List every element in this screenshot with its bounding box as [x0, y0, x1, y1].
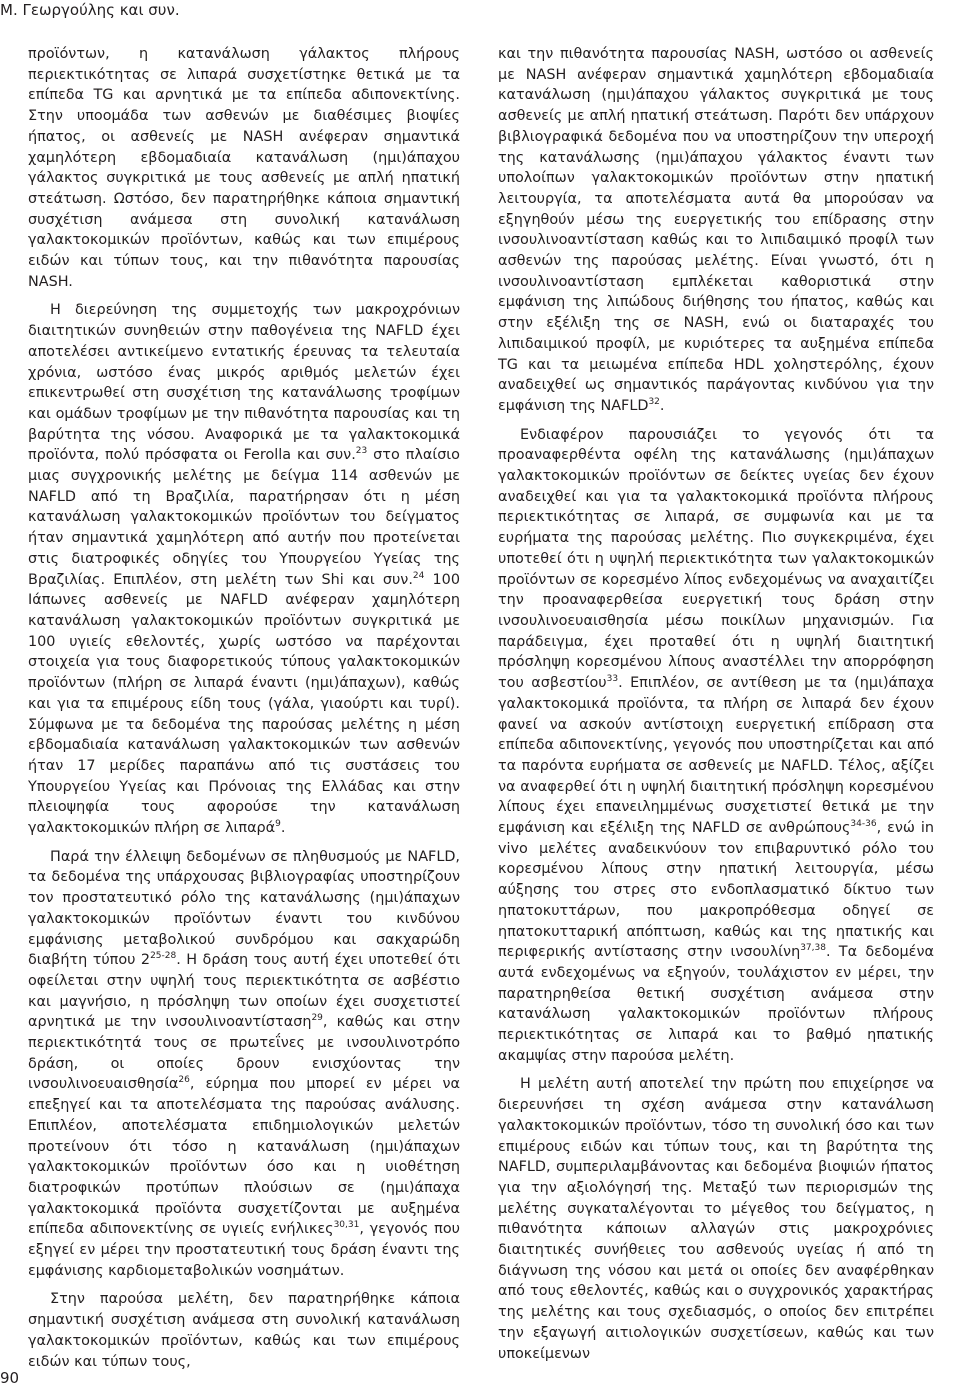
text-run: Παρά την έλλειψη δεδομένων σε πληθυσμούς με NAFLD, τα δεδομένα της υπάρχουσας βιβλιογραφίας υποστηρίζουν τον προστατευτικό ρόλο της κατανάλωσης (ημι)άπαχων γαλακτοκομικών προϊόντων έναντι του κινδύνου εμφάνισης μεταβολικού συνδρόμου και σακχαρώδη διαβήτη τύπου 2	[28, 848, 460, 969]
citation-superscript: 37,38	[800, 943, 826, 954]
text-run: Στην παρούσα μελέτη, δεν παρατηρήθηκε κάποια σημαντική συσχέτιση ανάμεσα στη συνολική κατανάλωση γαλακτοκομικών προϊόντων, καθώς και των επιμέρους ειδών και τύπων τους,	[28, 1291, 460, 1370]
text-run: . Η δράση τους αυτή έχει υποτεθεί ότι οφείλεται στην υψηλή τους περιεκτικότητα σε ασβέστιο και μαγνήσιο, η πρόσληψη των οποίων έχει συσχετιστεί αρνητικά με την ινσουλινοαντίσταση	[28, 952, 460, 1031]
text-run: , ενώ in vivo μελέτες αναδεικνύουν τον επιβαρυντικό ρόλο του κορεσμένου λίπους στην ηπατική λειτουργία, μέσω αύξησης του στρες στο ενδοπλασματικό δίκτυο των ηπατοκυττάρων, που μακροπρόθεσμα οδηγεί σε ηπατοκυτταρική απόπτωση, καθώς και της ηπατικής και περιφερικής αντίστασης στην ινσουλίνη	[498, 820, 934, 961]
text-run: Ενδιαφέρον παρουσιάζει το γεγονός ότι τα προαναφερθέντα οφέλη της κατανάλωσης (ημι)άπαχων γαλακτοκομικών προϊόντων σε δείκτες υγείας δεν έχουν αναδειχθεί και για τα γαλακτοκομικά προϊόντα πλήρους περιεκτικότητας σε λιπαρά, σε συμφωνία και με τα ευρήματα της παρούσας μελέτης. Πιο συγκεκριμένα, έχει υποτεθεί ότι η υψηλή περιεκτικότητα των γαλακτοκομικών προϊόντων σε κορεσμένο λίπος ενδεχομένως να αναχαιτίζει την προαναφερθείσα ευεργετική τους δράση στην ινσουλινοευαισθησία μέσω ποικίλων μηχανισμών. Για παράδειγμα, έχει προταθεί ότι η υψηλή διαιτητική πρόσληψη κορεσμένου λίπους αναστέλλει την απορρόφηση του ασβεστίου	[498, 426, 934, 692]
paragraph	[28, 300, 460, 838]
paragraph	[498, 44, 934, 417]
citation-superscript: 9	[275, 819, 281, 830]
paragraph	[498, 1074, 934, 1364]
paragraph	[28, 847, 460, 1282]
citation-superscript: 24	[412, 570, 425, 581]
left-column	[28, 44, 460, 1380]
paragraph	[28, 1289, 460, 1372]
text-run: Η διερεύνηση της συμμετοχής των μακροχρόνιων διαιτητικών συνηθειών στην παθογένεια της NAFLD έχει αποτελέσει αντικείμενο εντατικής έρευνας τα τελευταία χρόνια, ωστόσο ένας μικρός αριθμός μελετών έχει επικεντρωθεί στη συσχέτιση της κατανάλωσης τροφίμων και ομάδων τροφίμων με την πιθανότητα παρουσίας και τη βαρύτητα της νόσου. Αναφορικά με τα γαλακτοκομικά προϊόντα, πολύ πρόσφατα οι Ferolla και συν.	[28, 302, 460, 464]
text-run: , εύρημα που μπορεί εν μέρει να επεξηγεί και τα αποτελέσματα της παρούσας ανάλυσης. Επιπλέον, αποτελέσματα επιδημιολογικών μελετών προτείνουν ότι τόσο η κατανάλωση (ημι)άπαχων γαλακτοκομικών προϊόντων όσο και η υιοθέτηση διατροφικών προτύπων πλούσιων σε (ημι)άπαχα γαλακτοκομικά προϊόντα συσχετίζονται με αυξημένα επίπεδα αδιπονεκτίνης σε υγιείς ενήλικες	[28, 1076, 460, 1238]
page-number: 90	[0, 1369, 20, 1387]
citation-superscript: 33	[606, 674, 619, 685]
text-run: και την πιθανότητα παρουσίας NASH, ωστόσο οι ασθενείς με NASH ανέφεραν σημαντικά χαμηλότερη εβδομαδιαία κατανάλωση (ημι)άπαχου γάλακτος συγκριτικά με τους ασθενείς με απλή ηπατική στεάτωση. Παρότι δεν υπάρχουν βιβλιογραφικά δεδομένα που να υποστηρίζουν την υπεροχή της κατανάλωσης (ημι)άπαχου γάλακτος έναντι των υπολοίπων γαλακτοκομικών προϊόντων στην ηπατική λειτουργία, τα αποτελέσματα αυτά θα μπορούσαν να εξηγηθούν μέσω της ευεργετικής του επίδρασης στην ινσουλινοαντίσταση καθώς και το λιπιδαιμικό προφίλ των ασθενών της παρούσας μελέτης. Είναι γνωστό, ότι η ινσουλινοαντίσταση εμπλέκεται καθοριστικά στην εμφάνιση της λιπώδους διήθησης του ήπατος, καθώς και στην εξέλιξη της σε NASH, ενώ οι διαταραχές του λιπιδαιμικού προφίλ, με κυριότερες τα αυξημένα επίπεδα TG και τα μειωμένα επίπεδα HDL χοληστερόλης, έχουν αναδειχθεί ως σημαντικός παράγοντας κινδύνου για την εμφάνιση της NAFLD	[498, 46, 934, 414]
text-run: Η μελέτη αυτή αποτελεί την πρώτη που επιχείρησε να διερευνήσει τη σχέση ανάμεσα στην κατανάλωση γαλακτοκομικών προϊόντων, τόσο τη συνολική όσο και των επιμέρους ειδών και τύπων τους, και τη βαρύτητα της NAFLD, συμπεριλαμβάνοντας και δεδομένα βιοψιών ήπατος για την αξιολόγησή της. Μεταξύ των περιορισμών της μελέτης συγκαταλέγονται το μέγεθος του δείγματος, η πιθανότητα κάποιων αλλαγών στις μακροχρόνιες διαιτητικές συνήθειες του ασθενούς υγείας ή από τη διάγνωση της νόσου και μετά οι οποίες δεν αναφέρθηκαν από τους εθελοντές, καθώς και ο συγχρονικός χαρακτήρας της μελέτης και τους σχεδιασμός, ο οποίος δεν επιτρέπει την εξαγωγή αιτιολογικών συσχετίσεων, καθώς και των υποκείμενων	[498, 1076, 934, 1362]
right-column	[498, 44, 934, 1372]
citation-superscript: 29	[311, 1013, 323, 1024]
text-run: .	[280, 820, 286, 837]
text-run: στο πλαίσιο μιας συγχρονικής μελέτης με δείγμα 114 ασθενών με NAFLD από τη Βραζιλία, παρατήρησαν ότι η μέση κατανάλωση γαλακτοκομικών προϊόντων του δείγματος ήταν σημαντικά χαμηλότερη από αυτήν που προτείνεται στις διατροφικές οδηγίες του Υπουργείου Υγείας της Βραζιλίας. Επιπλέον, στη μελέτη των Shi και συν.	[28, 447, 460, 588]
citation-superscript: 26	[178, 1075, 190, 1086]
text-run: , γεγονός που εξηγεί εν μέρει την προστατευτική τους δράση έναντι της εμφάνισης καρδιομεταβολικών νοσημάτων.	[28, 1221, 460, 1279]
citation-superscript: 25-28	[150, 951, 177, 962]
citation-superscript: 30,31	[333, 1220, 360, 1231]
citation-superscript: 32	[648, 397, 660, 408]
paragraph	[28, 44, 460, 292]
paragraph	[498, 425, 934, 1067]
text-run: προϊόντων, η κατανάλωση γάλακτος πλήρους περιεκτικότητας σε λιπαρά συσχετίστηκε θετικά με τα επίπεδα TG και αρνητικά με τα επίπεδα αδιπονεκτίνης. Στην υποομάδα των ασθενών με διαθέσιμες βιοψίες ήπατος, οι ασθενείς με NASH ανέφεραν σημαντικά χαμηλότερη εβδομαδιαία κατανάλωση (ημι)άπαχου γάλακτος συγκριτικά με τους ασθενείς με απλή ηπατική στεάτωση. Ωστόσο, δεν παρατηρήθηκε κάποια σημαντική συσχέτιση ανάμεσα στη συνολική κατανάλωση γαλακτοκομικών προϊόντων, καθώς και των επιμέρους ειδών και τύπων τους, και την πιθανότητα παρουσίας NASH.	[28, 46, 460, 290]
running-head: Μ. Γεωργούλης και συν.	[0, 1, 180, 19]
citation-superscript: 23	[355, 446, 368, 457]
text-run: , καθώς και στην περιεκτικότητά τους σε πρωτεΐνες με ινσουλινοτρόπο δράση, οι οποίες δρουν ενισχύοντας την ινσουλινοευαισθησία	[28, 1014, 460, 1093]
text-run: 100 Ιάπωνες ασθενείς με NAFLD ανέφεραν χαμηλότερη κατανάλωση γαλακτοκομικών προϊόντων συγκριτικά με 100 υγιείς εθελοντές, χωρίς ωστόσο να παρέχονται στοιχεία για τους διαφορετικούς τύπους γαλακτοκομικών προϊόντων (πλήρη σε λιπαρά έναντι (ημι)άπαχων), καθώς και για τα επιμέρους είδη τους (γάλα, γιαούρτι και τυρί). Σύμφωνα με τα δεδομένα της παρούσας μελέτης η μέση εβδομαδιαία κατανάλωση γαλακτοκομικών των ασθενών ήταν 17 μερίδες παραπάνω από τις συστάσεις του Υπουργείου Υγείας και Πρόνοιας της Ελλάδας και στην πλειοψηφία τους αφορούσε την κατανάλωση γαλακτοκομικών πλήρη σε λιπαρά	[28, 571, 460, 837]
text-run: .	[659, 397, 665, 414]
text-run: . Επιπλέον, σε αντίθεση με τα (ημι)άπαχα γαλακτοκομικά προϊόντα, τα πλήρη σε λιπαρά δεν έχουν φανεί να ασκούν αντίστοιχη ευεργετική επίδραση στα επίπεδα αδιπονεκτίνης, γεγονός που υποστηρίζεται και από τα παρόντα ευρήματα σε ασθενείς με NAFLD. Τέλος, αξίζει να αναφερθεί ότι η υψηλή διαιτητική πρόσληψη κορεσμένου λίπους έχει επανειλημμένως συσχετιστεί θετικά με την εμφάνιση και εξέλιξη της NAFLD σε ανθρώπους	[498, 675, 934, 837]
text-run: . Τα δεδομένα αυτά ενδεχομένως να εξηγούν, τουλάχιστον εν μέρει, την παρατηρηθείσα θετική συσχέτιση ανάμεσα στην κατανάλωση γαλακτοκομικών προϊόντων πλήρους περιεκτικότητας σε λιπαρά και το βαθμό ηπατικής ακαμψίας στην παρούσα μελέτη.	[498, 944, 934, 1064]
citation-superscript: 34-36	[850, 819, 877, 830]
